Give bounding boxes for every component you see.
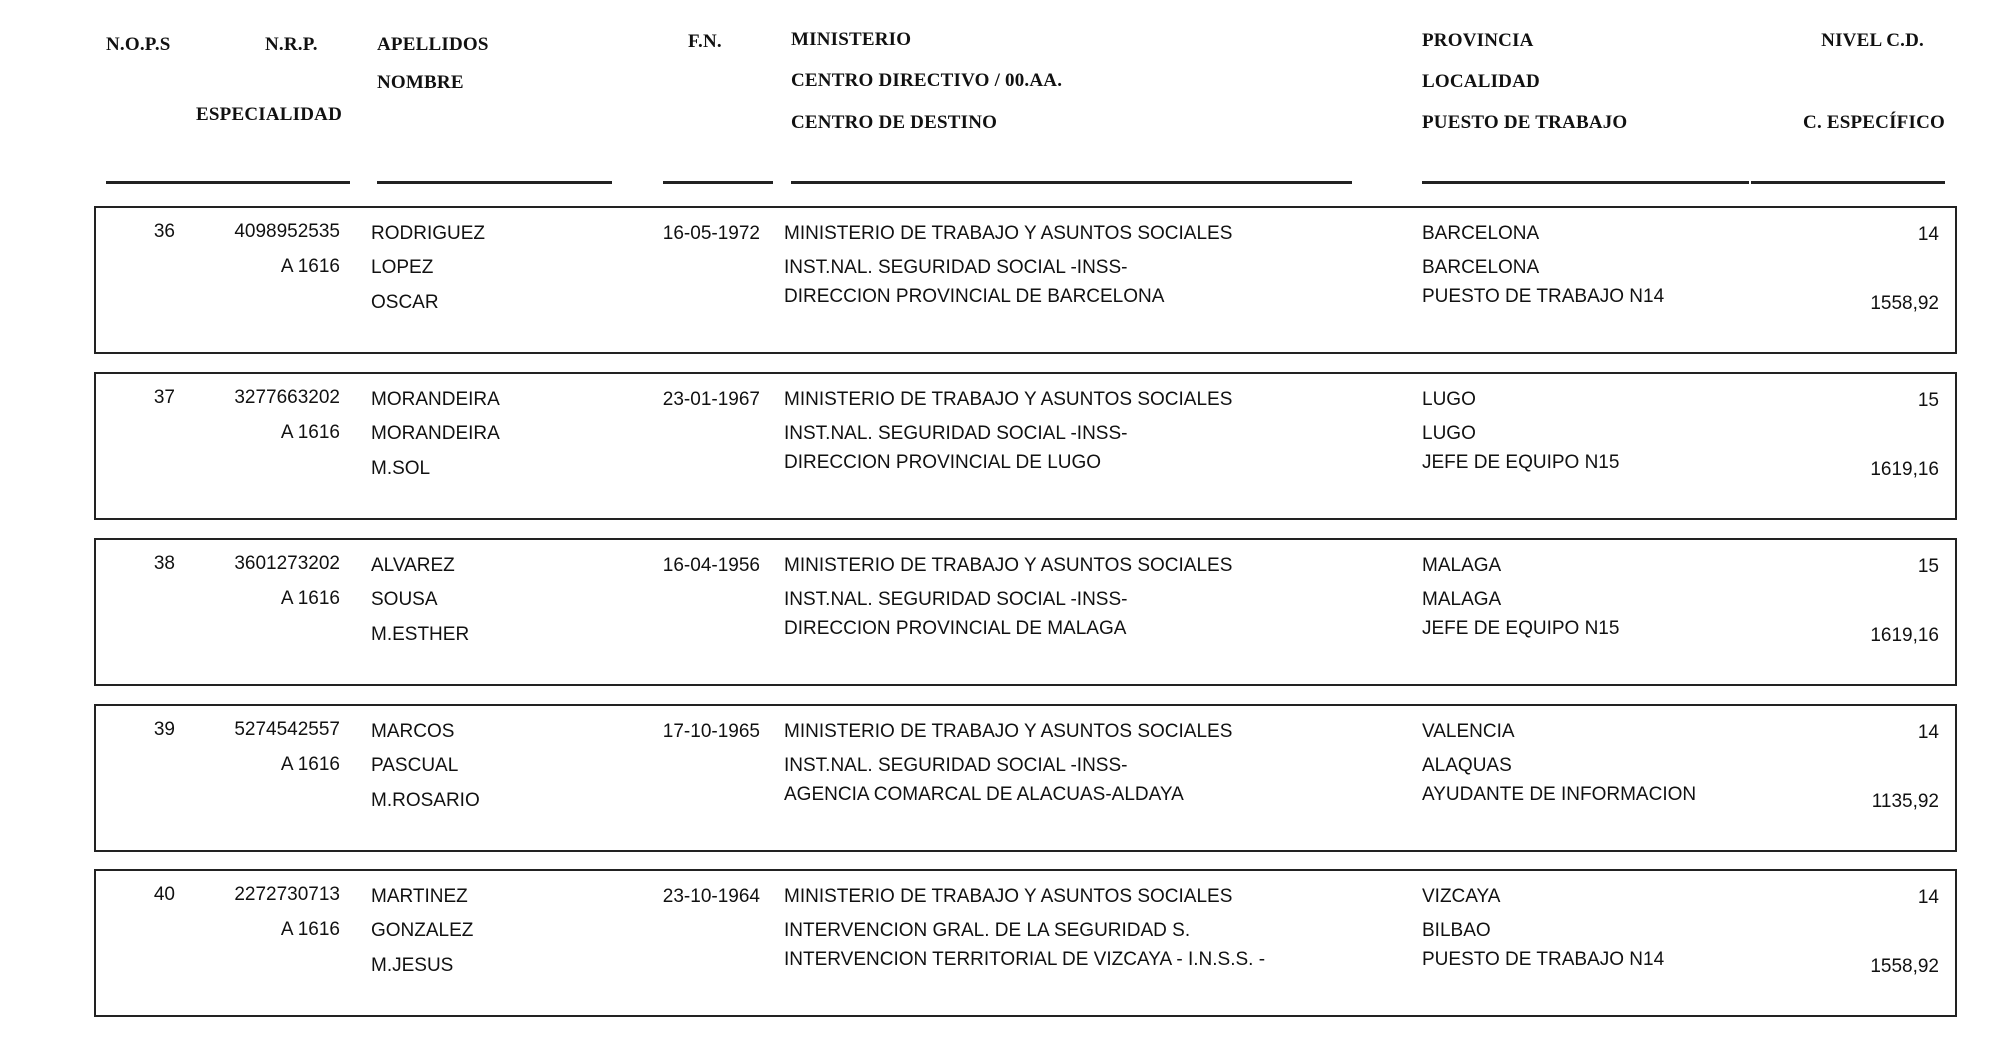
record-nivel: 14 bbox=[1917, 722, 1939, 743]
record-nivel: 14 bbox=[1917, 887, 1939, 908]
record-ministerio: MINISTERIO DE TRABAJO Y ASUNTOS SOCIALES bbox=[784, 886, 1233, 907]
header-apellidos: APELLIDOS bbox=[377, 34, 489, 55]
record-box bbox=[94, 206, 1957, 354]
record-nrp: 2272730713 bbox=[234, 884, 340, 905]
record-especialidad: A 1616 bbox=[280, 422, 340, 443]
record-puesto: JEFE DE EQUIPO N15 bbox=[1422, 452, 1620, 473]
record-centro-directivo: INST.NAL. SEGURIDAD SOCIAL -INSS- bbox=[784, 423, 1128, 444]
record-provincia: VALENCIA bbox=[1422, 721, 1515, 742]
record-centro-directivo: INTERVENCION GRAL. DE LA SEGURIDAD S. bbox=[784, 920, 1191, 941]
record-apellido1: MORANDEIRA bbox=[371, 389, 500, 410]
header-ministerio: MINISTERIO bbox=[791, 29, 912, 50]
record-ministerio: MINISTERIO DE TRABAJO Y ASUNTOS SOCIALES bbox=[784, 389, 1233, 410]
record-nivel: 15 bbox=[1917, 556, 1939, 577]
record-localidad: BARCELONA bbox=[1422, 257, 1540, 278]
record-centro-directivo: INST.NAL. SEGURIDAD SOCIAL -INSS- bbox=[784, 755, 1128, 776]
record-box bbox=[94, 372, 1957, 520]
record-apellido1: ALVAREZ bbox=[371, 555, 455, 576]
header-especialidad: ESPECIALIDAD bbox=[196, 104, 342, 125]
record-ministerio: MINISTERIO DE TRABAJO Y ASUNTOS SOCIALES bbox=[784, 721, 1233, 742]
record-centro-destino: INTERVENCION TERRITORIAL DE VIZCAYA - I.N.S.S. - bbox=[784, 949, 1266, 970]
record-nops: 37 bbox=[153, 387, 175, 408]
record-nombre: M.JESUS bbox=[371, 955, 454, 976]
record-especialidad: A 1616 bbox=[280, 256, 340, 277]
record-ministerio: MINISTERIO DE TRABAJO Y ASUNTOS SOCIALES bbox=[784, 555, 1233, 576]
record-puesto: PUESTO DE TRABAJO N14 bbox=[1422, 286, 1665, 307]
header-puesto: PUESTO DE TRABAJO bbox=[1422, 112, 1628, 133]
record-localidad: BILBAO bbox=[1422, 920, 1491, 941]
record-especifico: 1558,92 bbox=[1870, 956, 1939, 977]
record-provincia: LUGO bbox=[1422, 389, 1476, 410]
record-centro-destino: DIRECCION PROVINCIAL DE MALAGA bbox=[784, 618, 1127, 639]
divider bbox=[663, 181, 773, 184]
record-nrp: 5274542557 bbox=[234, 719, 340, 740]
record-especialidad: A 1616 bbox=[280, 754, 340, 775]
record-fn: 17-10-1965 bbox=[662, 721, 760, 742]
record-apellido2: LOPEZ bbox=[371, 257, 434, 278]
record-centro-destino: DIRECCION PROVINCIAL DE BARCELONA bbox=[784, 286, 1165, 307]
record-nrp: 3601273202 bbox=[234, 553, 340, 574]
record-puesto: JEFE DE EQUIPO N15 bbox=[1422, 618, 1620, 639]
record-provincia: VIZCAYA bbox=[1422, 886, 1501, 907]
record-especifico: 1619,16 bbox=[1870, 625, 1939, 646]
record-nrp: 4098952535 bbox=[234, 221, 340, 242]
header-especifico: C. ESPECÍFICO bbox=[1803, 112, 1945, 133]
record-apellido1: RODRIGUEZ bbox=[371, 223, 485, 244]
record-especifico: 1558,92 bbox=[1870, 293, 1939, 314]
record-fn: 16-05-1972 bbox=[662, 223, 760, 244]
record-apellido2: GONZALEZ bbox=[371, 920, 474, 941]
divider bbox=[1751, 181, 1945, 184]
header-centro-destino: CENTRO DE DESTINO bbox=[791, 112, 998, 133]
divider bbox=[1422, 181, 1749, 184]
record-localidad: LUGO bbox=[1422, 423, 1476, 444]
record-apellido2: MORANDEIRA bbox=[371, 423, 500, 444]
record-centro-directivo: INST.NAL. SEGURIDAD SOCIAL -INSS- bbox=[784, 257, 1128, 278]
record-fn: 23-10-1964 bbox=[662, 886, 760, 907]
record-especifico: 1135,92 bbox=[1871, 791, 1939, 812]
header-provincia: PROVINCIA bbox=[1422, 30, 1534, 51]
header-nombre: NOMBRE bbox=[377, 72, 464, 93]
record-especialidad: A 1616 bbox=[280, 588, 340, 609]
record-nivel: 14 bbox=[1917, 224, 1939, 245]
record-especialidad: A 1616 bbox=[280, 919, 340, 940]
record-centro-directivo: INST.NAL. SEGURIDAD SOCIAL -INSS- bbox=[784, 589, 1128, 610]
header-nrp: N.R.P. bbox=[265, 34, 318, 55]
record-nops: 39 bbox=[153, 719, 175, 740]
record-apellido1: MARCOS bbox=[371, 721, 455, 742]
record-centro-destino: DIRECCION PROVINCIAL DE LUGO bbox=[784, 452, 1102, 473]
header-localidad: LOCALIDAD bbox=[1422, 71, 1540, 92]
record-nivel: 15 bbox=[1917, 390, 1939, 411]
record-nops: 38 bbox=[153, 553, 175, 574]
divider bbox=[106, 181, 350, 184]
header-nivel: NIVEL C.D. bbox=[1821, 30, 1924, 51]
record-nombre: M.ROSARIO bbox=[371, 790, 480, 811]
record-apellido2: SOUSA bbox=[371, 589, 438, 610]
divider bbox=[377, 181, 612, 184]
record-box bbox=[94, 869, 1957, 1017]
record-fn: 23-01-1967 bbox=[662, 389, 760, 410]
record-nops: 40 bbox=[153, 884, 175, 905]
header-centro-directivo: CENTRO DIRECTIVO / 00.AA. bbox=[791, 70, 1063, 91]
record-fn: 16-04-1956 bbox=[662, 555, 760, 576]
record-provincia: MALAGA bbox=[1422, 555, 1502, 576]
record-provincia: BARCELONA bbox=[1422, 223, 1540, 244]
record-puesto: AYUDANTE DE INFORMACION bbox=[1422, 784, 1697, 805]
record-centro-destino: AGENCIA COMARCAL DE ALACUAS-ALDAYA bbox=[784, 784, 1184, 805]
record-nombre: OSCAR bbox=[371, 292, 439, 313]
divider bbox=[791, 181, 1352, 184]
record-puesto: PUESTO DE TRABAJO N14 bbox=[1422, 949, 1665, 970]
record-nombre: M.ESTHER bbox=[371, 624, 470, 645]
record-ministerio: MINISTERIO DE TRABAJO Y ASUNTOS SOCIALES bbox=[784, 223, 1233, 244]
record-box bbox=[94, 538, 1957, 686]
header-nops: N.O.P.S bbox=[106, 34, 171, 55]
record-nrp: 3277663202 bbox=[234, 387, 340, 408]
record-nombre: M.SOL bbox=[371, 458, 431, 479]
record-apellido1: MARTINEZ bbox=[371, 886, 468, 907]
record-apellido2: PASCUAL bbox=[371, 755, 459, 776]
record-box bbox=[94, 704, 1957, 852]
record-localidad: ALAQUAS bbox=[1422, 755, 1512, 776]
record-nops: 36 bbox=[153, 221, 175, 242]
header-fn: F.N. bbox=[688, 31, 722, 52]
record-localidad: MALAGA bbox=[1422, 589, 1502, 610]
record-especifico: 1619,16 bbox=[1870, 459, 1939, 480]
